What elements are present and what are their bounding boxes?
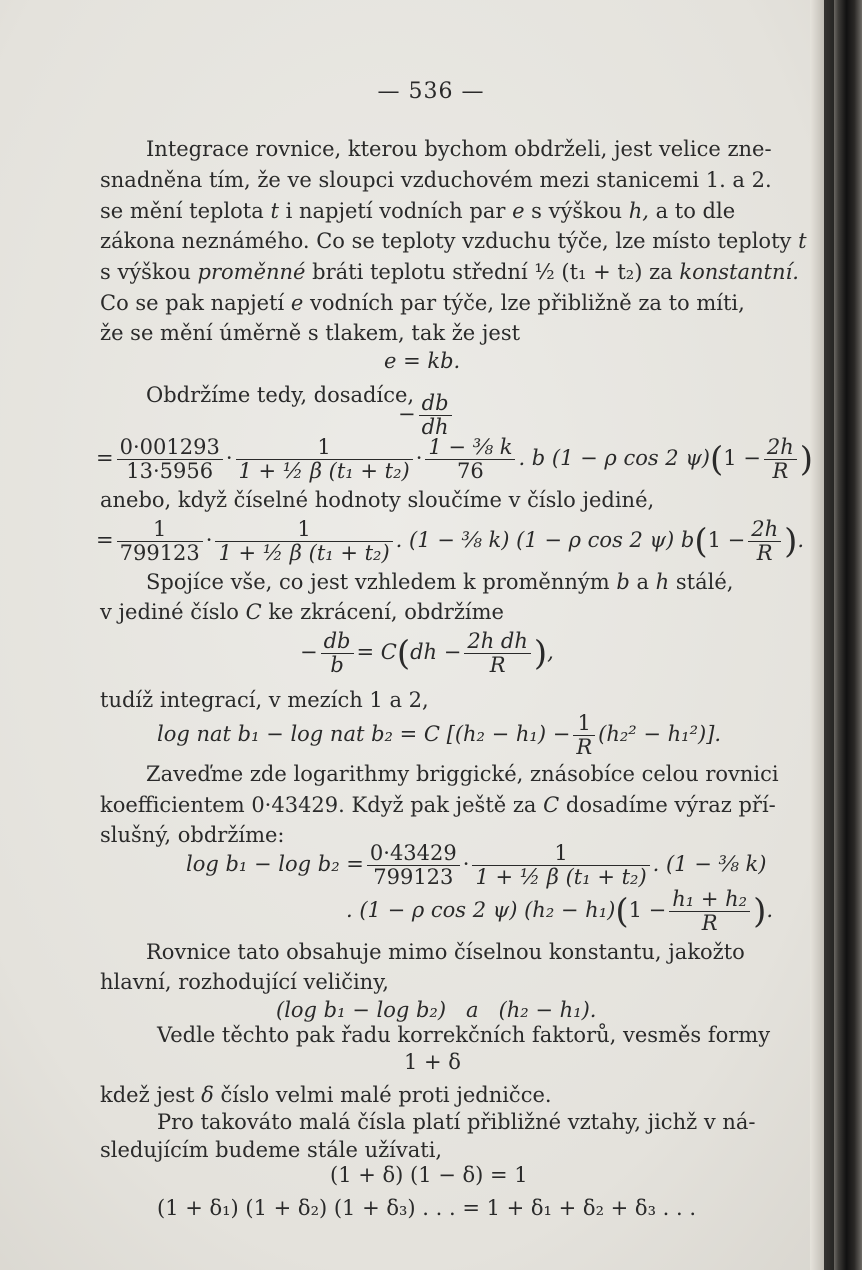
formula-log-briggs-1: log b₁ − log b₂ = $\frac{0\cdot 43429}{799123}$ · $\frac{1}{\text{1 + ½ β (t₁ + t₂)}}$ . (1 − ⅜ k)	[186, 841, 767, 889]
paragraph-4-line-1: Spojíce vše, co jest vzhledem k proměnným b a h stálé,	[146, 570, 734, 594]
paragraph-1-line-7: že se mění úměrně s tlakem, tak že jest	[100, 321, 521, 345]
formula-db-dh: − $\frac{db}{dh}$	[398, 392, 455, 439]
equation-main-quantities: (log b₁ − log b₂) a (h₂ − h₁).	[276, 998, 597, 1022]
paragraph-1-line-6: Co se pak napjetí e vodních par týče, lze přibližně za to míti,	[100, 291, 745, 315]
page-number: — 536 —	[377, 79, 485, 104]
paragraph-4-line-3: tudíž integrací, v mezích 1 a 2,	[100, 688, 429, 712]
formula-differential: − $\frac{db}{b}$ = C(dh − $\frac{\text{2h dh}}{R}$ ),	[300, 629, 554, 677]
paragraph-5-line-3: slušný, obdržíme:	[100, 823, 285, 847]
formula-2: = $\frac{1}{799123}$ · $\frac{1}{\text{1 + ½ β (t₁ + t₂)}}$ . (1 − ⅜ k) (1 − ρ cos 2 ψ) b(1 − $\frac{2h}{R}$ ).	[96, 517, 805, 565]
paragraph-1-line-1: Integrace rovnice, kterou bychom obdrželi, jest velice zne-	[146, 137, 772, 161]
paragraph-1-line-4: zákona neznámého. Co se teploty vzduchu týče, lze místo teploty t	[100, 229, 807, 253]
formula-log-nat: log nat b₁ − log nat b₂ = C [(h₂ − h₁) − $\frac{1}{R}$ (h₂² − h₁²)].	[157, 711, 722, 759]
paragraph-7-line-1: Vedle těchto pak řadu korrekčních faktorů, vesměs formy	[157, 1023, 771, 1047]
paragraph-3-text: anebo, když číselné hodnoty sloučíme v číslo jediné,	[100, 488, 655, 512]
paragraph-6-line-2: hlavní, rozhodující veličiny,	[100, 970, 389, 994]
formula-log-briggs-2: . (1 − ρ cos 2 ψ) (h₂ − h₁)(1 − $\frac{\text{h₁ + h₂}}{R}$ ).	[346, 887, 774, 935]
paragraph-5-line-1: Zaveďme zde logarithmy briggické, znásobíce celou rovnici	[146, 762, 779, 786]
formula-1: = $\frac{0\cdot 001293}{13\cdot 5956}$ · $\frac{1}{\text{1 + ½ β (t₁ + t₂)}}$ · $\frac{\text{1 − ⅜ k}}{76}$ . b (1 − ρ cos 2 ψ)(1 − $\frac{2h}{R}$ )	[96, 435, 814, 483]
paragraph-4-line-2: v jediné číslo C ke zkrácení, obdržíme	[100, 600, 504, 624]
paragraph-1-line-3: se mění teplota t i napjetí vodních par e s výškou h, a to dle	[100, 199, 736, 223]
equation-delta-product: (1 + δ) (1 − δ) = 1	[330, 1163, 528, 1187]
paragraph-8-line-1: Pro takováto malá čísla platí přibližné vztahy, jichž v ná-	[157, 1110, 756, 1134]
paragraph-8-line-2: sledujícím budeme stále užívati,	[100, 1138, 443, 1162]
book-spine-edge	[824, 0, 834, 1270]
book-spine-shadow	[810, 0, 862, 1270]
paragraph-5-line-2: koefficientem 0·43429. Když pak ještě za C dosadíme výraz pří-	[100, 793, 776, 817]
paragraph-6-line-1: Rovnice tato obsahuje mimo číselnou konstantu, jakožto	[146, 940, 745, 964]
paragraph-2-intro: Obdržíme tedy, dosadíce,	[146, 383, 415, 407]
equation-delta-series: (1 + δ₁) (1 + δ₂) (1 + δ₃) . . . = 1 + δ₁ + δ₂ + δ₃ . . .	[157, 1196, 697, 1220]
equation-e-kb: e = kb.	[384, 349, 461, 373]
paragraph-7-line-2: kdež jest δ číslo velmi malé proti jedničce.	[100, 1083, 552, 1107]
equation-one-plus-delta: 1 + δ	[404, 1050, 461, 1074]
paragraph-1-line-2: snadněna tím, že ve sloupci vzduchovém mezi stanicemi 1. a 2.	[100, 168, 772, 192]
paragraph-1-line-5: s výškou proměnné bráti teplotu střední ½ (t₁ + t₂) za konstantní.	[100, 260, 799, 284]
